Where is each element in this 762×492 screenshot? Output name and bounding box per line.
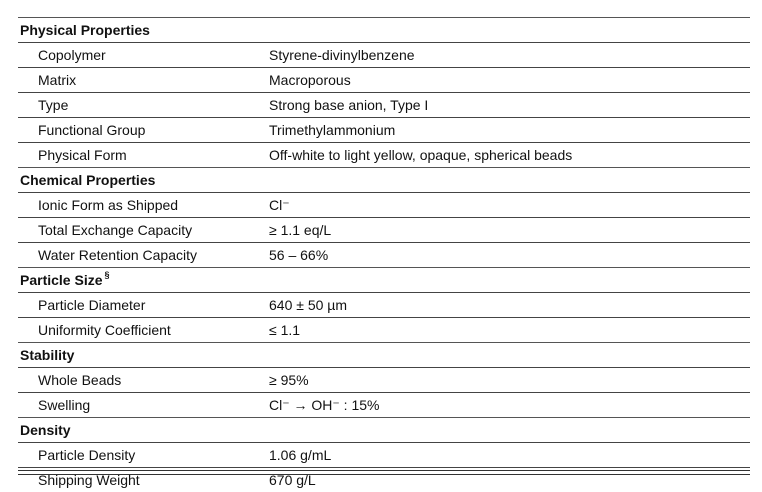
- section-title: Density: [20, 422, 71, 438]
- property-value: Cl⁻: [266, 193, 750, 218]
- property-row: [18, 293, 750, 318]
- property-row: [18, 218, 750, 243]
- properties-table-body: [18, 18, 750, 492]
- property-row: [18, 368, 750, 393]
- properties-table: [18, 17, 750, 492]
- property-label: Swelling: [18, 393, 266, 418]
- property-value: Styrene-divinylbenzene: [266, 43, 750, 68]
- property-label: Functional Group: [18, 118, 266, 143]
- property-label: Physical Form: [18, 143, 266, 168]
- section-header-cell: [18, 168, 750, 193]
- property-row: [18, 443, 750, 468]
- section-header-row: [18, 168, 750, 193]
- property-label: Copolymer: [18, 43, 266, 68]
- property-label: Matrix: [18, 68, 266, 93]
- section-title: Physical Properties: [20, 22, 150, 38]
- section-title: Stability: [20, 347, 74, 363]
- property-value: 56 – 66%: [266, 243, 750, 268]
- property-value: Off-white to light yellow, opaque, spherical beads: [266, 143, 750, 168]
- property-row: [18, 193, 750, 218]
- property-value: ≤ 1.1: [266, 318, 750, 343]
- property-value: Trimethylammonium: [266, 118, 750, 143]
- section-header-row: [18, 18, 750, 43]
- property-value: Macroporous: [266, 68, 750, 93]
- section-title: Particle Size: [20, 272, 103, 288]
- section-footnote-marker: §: [105, 270, 110, 280]
- property-row: [18, 118, 750, 143]
- property-label: Shipping Weight: [18, 468, 266, 492]
- property-value: 670 g/L: [266, 468, 750, 492]
- property-row: [18, 68, 750, 93]
- property-value: Strong base anion, Type I: [266, 93, 750, 118]
- property-row: [18, 143, 750, 168]
- property-row: [18, 318, 750, 343]
- property-row: [18, 393, 750, 418]
- property-label: Particle Density: [18, 443, 266, 468]
- section-title: Chemical Properties: [20, 172, 155, 188]
- property-label: Particle Diameter: [18, 293, 266, 318]
- section-header-row: [18, 418, 750, 443]
- property-label: Total Exchange Capacity: [18, 218, 266, 243]
- property-row: [18, 43, 750, 68]
- property-row: [18, 93, 750, 118]
- section-header-row: [18, 268, 750, 293]
- property-value: ≥ 1.1 eq/L: [266, 218, 750, 243]
- property-label: Water Retention Capacity: [18, 243, 266, 268]
- property-value: 640 ± 50 µm: [266, 293, 750, 318]
- section-header-cell: [18, 343, 750, 368]
- section-header-cell: [18, 268, 750, 293]
- property-label: Uniformity Coefficient: [18, 318, 266, 343]
- property-value: 1.06 g/mL: [266, 443, 750, 468]
- section-header-cell: [18, 418, 750, 443]
- section-header-cell: [18, 18, 750, 43]
- property-value: ≥ 95%: [266, 368, 750, 393]
- section-header-row: [18, 343, 750, 368]
- property-label: Type: [18, 93, 266, 118]
- table-bottom-double-rule: [18, 470, 750, 475]
- property-label: Ionic Form as Shipped: [18, 193, 266, 218]
- property-row: [18, 243, 750, 268]
- property-label: Whole Beads: [18, 368, 266, 393]
- property-value: Cl⁻ → OH⁻ : 15%: [266, 393, 750, 418]
